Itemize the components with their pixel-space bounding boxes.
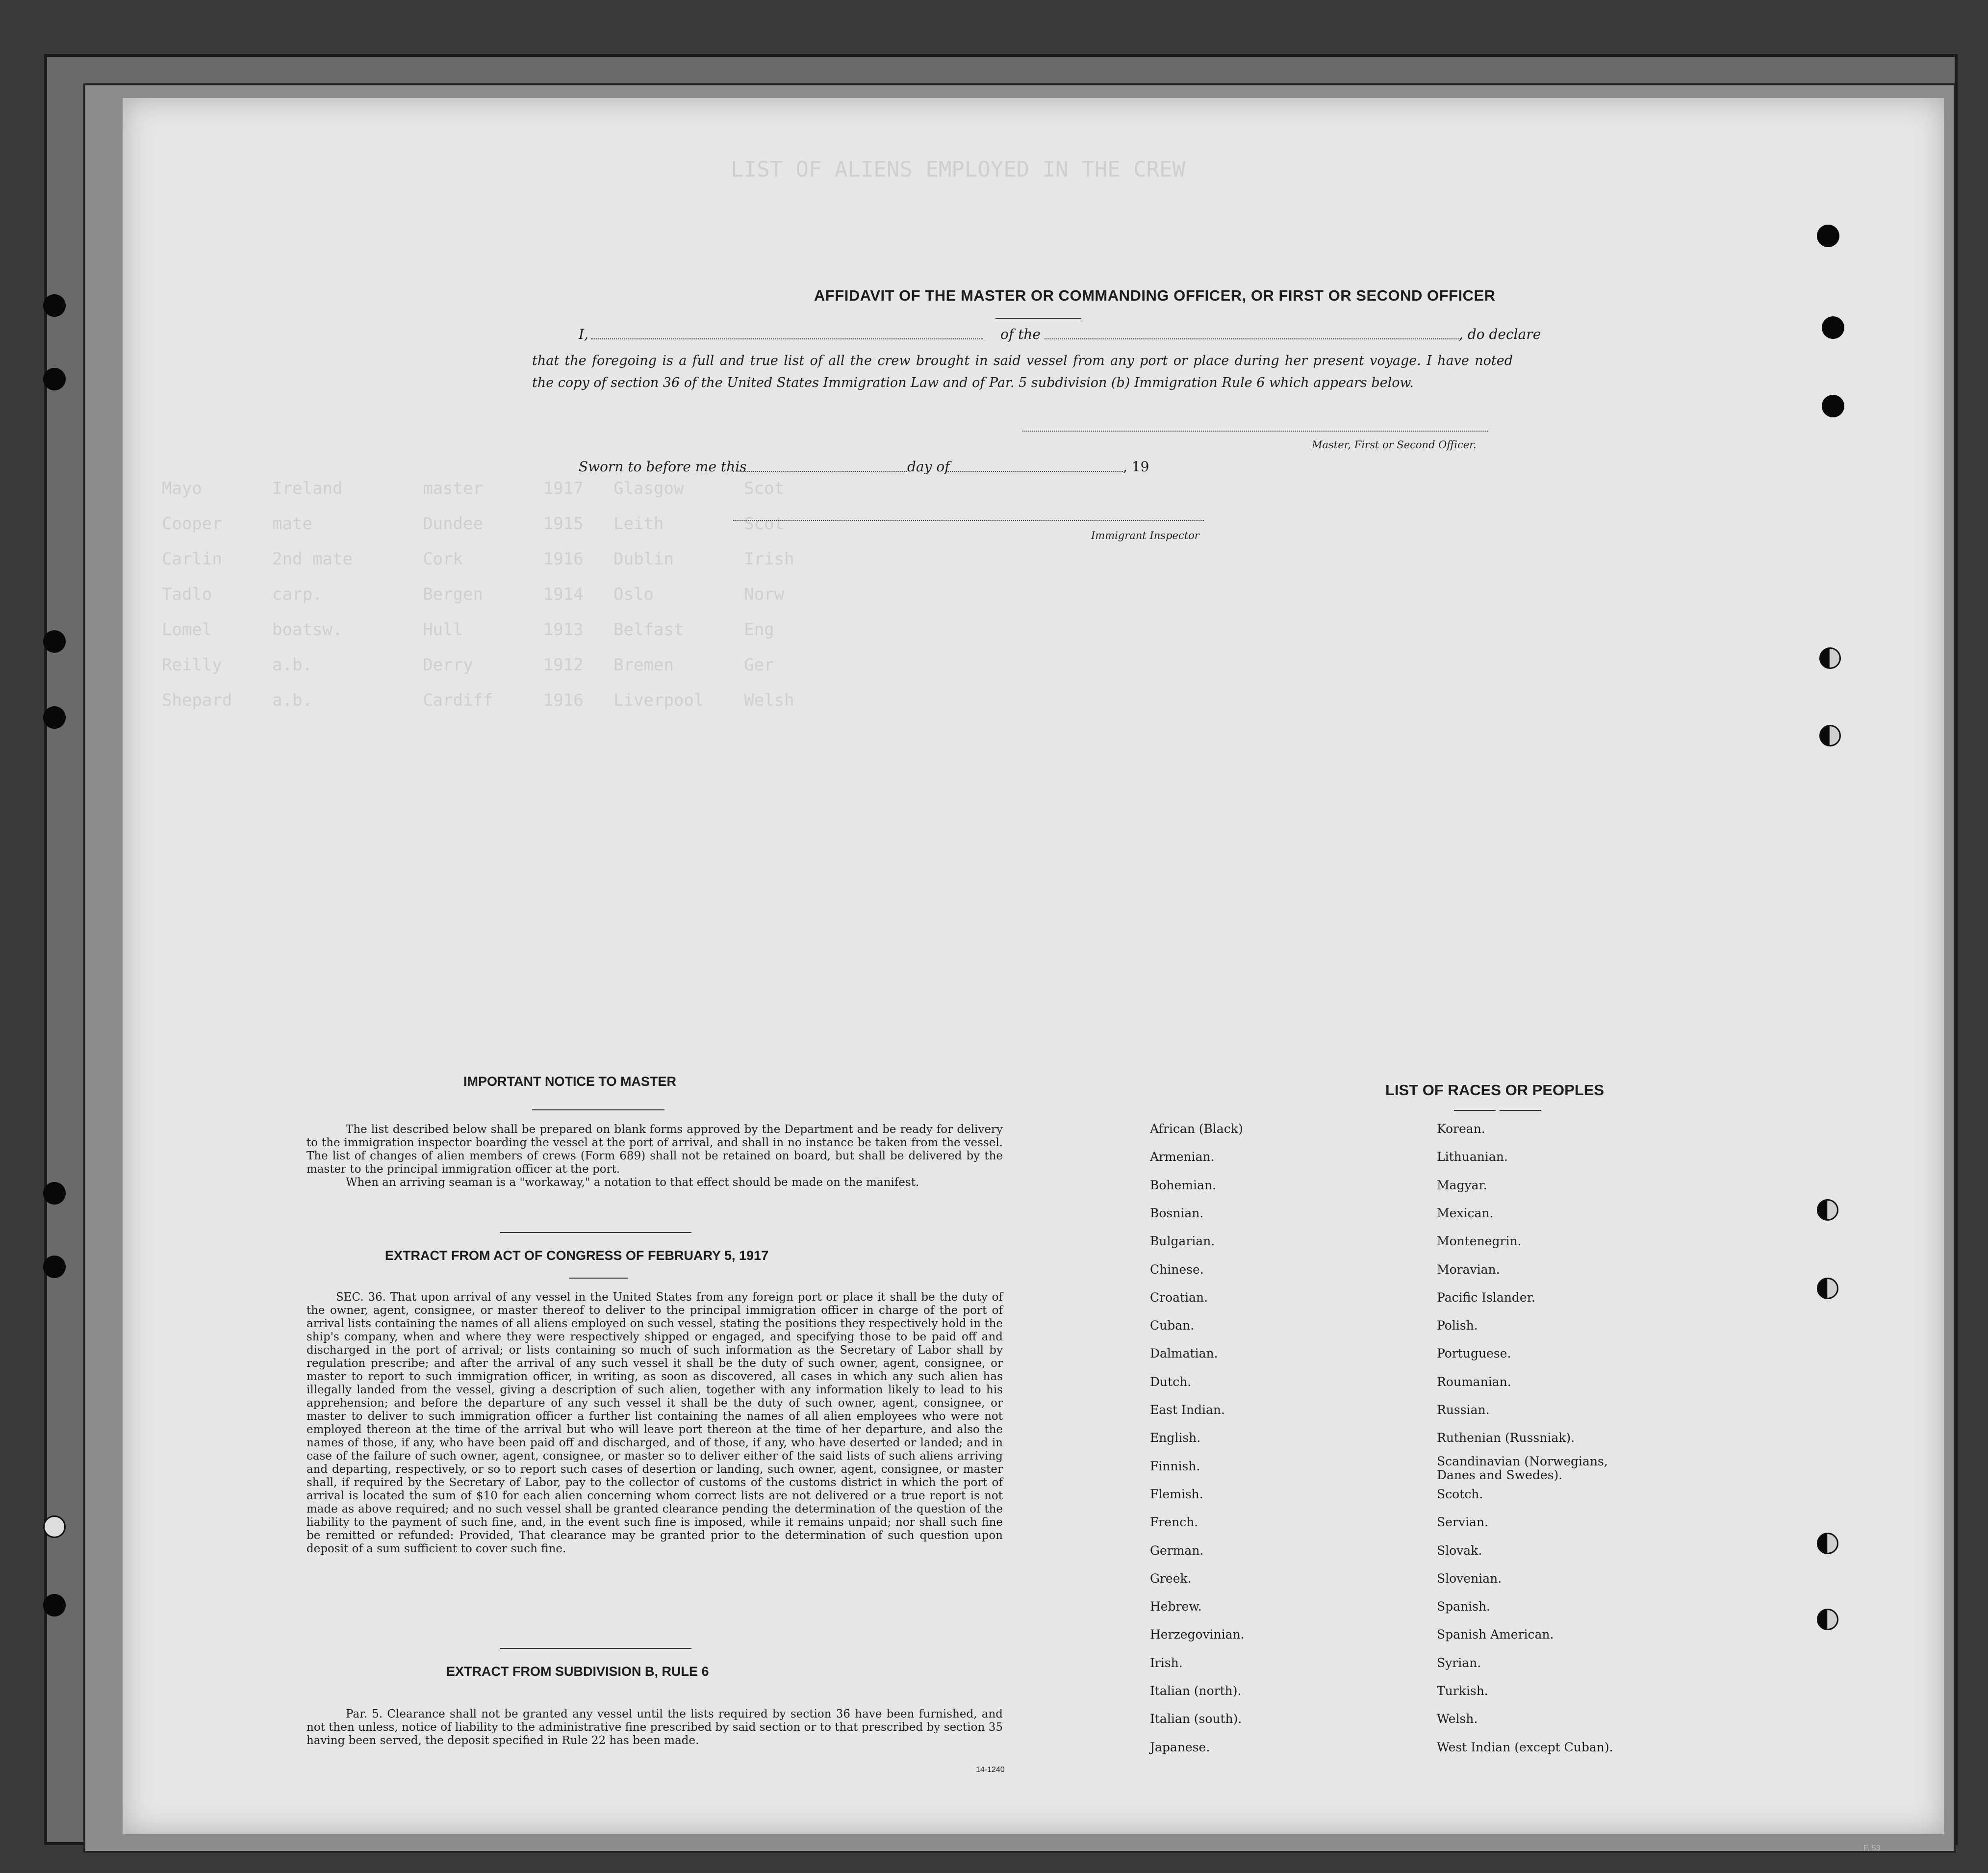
race-item: Montenegrin. — [1437, 1234, 1522, 1248]
sworn-day-field[interactable] — [733, 471, 907, 472]
inspector-signature-field[interactable] — [733, 520, 1204, 521]
race-item: Welsh. — [1437, 1712, 1478, 1726]
corner-mark: F. 53 — [1863, 1844, 1881, 1852]
race-item: Italian (north). — [1150, 1684, 1242, 1698]
race-item: West Indian (except Cuban). — [1437, 1740, 1613, 1754]
punch-hole — [1817, 1533, 1838, 1554]
race-item: Slovenian. — [1437, 1571, 1502, 1586]
bleed-through-header: LIST OF ALIENS EMPLOYED IN THE CREW — [731, 157, 1186, 182]
manifest-page — [123, 98, 1944, 1834]
of-the-label: of the — [1000, 326, 1041, 342]
vessel-field[interactable] — [1045, 338, 1461, 339]
race-item: Syrian. — [1437, 1656, 1481, 1670]
race-item: Lithuanian. — [1437, 1150, 1508, 1164]
race-item: Armenian. — [1150, 1150, 1215, 1164]
affidavit-line-1: that the foregoing is a full and true list of all the crew brought in said vessel from any port or place during her present voyage. I have noted — [532, 353, 1513, 368]
race-item: Irish. — [1150, 1656, 1183, 1670]
race-item: Dalmatian. — [1150, 1346, 1218, 1360]
race-item: Greek. — [1150, 1571, 1192, 1586]
race-item: Bohemian. — [1150, 1178, 1216, 1192]
race-item: Bosnian. — [1150, 1206, 1204, 1220]
i-label: I, — [579, 326, 588, 342]
race-item: Servian. — [1437, 1515, 1488, 1529]
race-item: Dutch. — [1150, 1375, 1192, 1389]
race-item: East Indian. — [1150, 1403, 1225, 1417]
master-signature-caption: Master, First or Second Officer. — [1312, 439, 1477, 451]
year-label: , 19 — [1123, 459, 1149, 475]
punch-hole — [43, 1256, 66, 1278]
race-item: Hebrew. — [1150, 1599, 1202, 1614]
punch-hole — [43, 630, 66, 653]
race-item: Mexican. — [1437, 1206, 1494, 1220]
punch-hole — [43, 706, 66, 729]
race-item: Turkish. — [1437, 1684, 1488, 1698]
race-item: Chinese. — [1150, 1262, 1204, 1277]
notice-title: IMPORTANT NOTICE TO MASTER — [463, 1074, 676, 1089]
race-item: Portuguese. — [1437, 1346, 1511, 1360]
race-item: Italian (south). — [1150, 1712, 1242, 1726]
form-number: 14-1240 — [976, 1766, 1005, 1774]
notice-divider — [532, 1109, 664, 1110]
races-divider-right — [1500, 1110, 1541, 1111]
act-extract-end-divider — [500, 1648, 691, 1649]
race-item: Japanese. — [1150, 1740, 1210, 1754]
affidavit-title: AFFIDAVIT OF THE MASTER OR COMMANDING OFFICER, OR FIRST OR SECOND OFFICER — [814, 287, 1496, 304]
race-item: Croatian. — [1150, 1290, 1208, 1305]
notice-paragraph-1: The list described below shall be prepared on blank forms approved by the Department and be ready for delivery to the immigration inspector boarding the vessel at the port of arrival, and shall in no instance be taken from the vessel. The list of changes of alien members of crews (Form 689) shall not be retained on board, but shall be delivered by the master to the principal immigration officer at the port. — [306, 1123, 1003, 1176]
punch-hole — [1817, 1199, 1838, 1221]
race-item: German. — [1150, 1543, 1204, 1558]
race-item: Cuban. — [1150, 1318, 1195, 1333]
punch-hole — [43, 1594, 66, 1616]
sworn-month-field[interactable] — [946, 471, 1123, 472]
punch-hole — [1822, 316, 1844, 339]
race-item: Bulgarian. — [1150, 1234, 1215, 1248]
race-item: Scandinavian (Norwegians, Danes and Swedes). — [1437, 1454, 1608, 1482]
notice-paragraph-2: When an arriving seaman is a "workaway," a notation to that effect should be made on the manifest. — [346, 1176, 919, 1189]
race-item: Roumanian. — [1437, 1375, 1511, 1389]
notice-end-divider — [500, 1232, 691, 1233]
race-item: Magyar. — [1437, 1178, 1487, 1192]
race-item: Moravian. — [1437, 1262, 1500, 1277]
race-item: Polish. — [1437, 1318, 1478, 1333]
act-extract-title: EXTRACT FROM ACT OF CONGRESS OF FEBRUARY 5, 1917 — [385, 1248, 769, 1263]
punch-hole — [1817, 225, 1839, 247]
punch-hole — [1819, 647, 1841, 669]
sworn-label: Sworn to before me this — [579, 459, 747, 475]
punch-hole — [43, 368, 66, 390]
race-item: Herzegovinian. — [1150, 1627, 1245, 1642]
bleed-through-rows: Mayo Ireland master 1917 Glasgow Scot Cooper mate Dundee 1915 Leith Scot Carlin 2nd mate Cork 1916 Dublin Irish Tadlo carp. Bergen 1914 Oslo Norw Lomel boatsw. Hull 1913 Belfast Eng Reilly a.b. Derry 1912 Bremen Ger Shepard a.b. Cardiff 1916 Liverpool Welsh — [162, 479, 794, 710]
race-item: English. — [1150, 1431, 1201, 1445]
punch-hole — [1819, 725, 1841, 746]
race-item: Russian. — [1437, 1403, 1490, 1417]
affidavit-line-2: the copy of section 36 of the United States Immigration Law and of Par. 5 subdivision (b) Immigration Rule 6 which appears below. — [532, 375, 1414, 390]
rule-extract-text: Par. 5. Clearance shall not be granted any vessel until the lists required by section 36 have been furnished, and not then unless, notice of liability to the administrative fine prescribed by said section or to that prescribed by section 35 having been served, the deposit specified in Rule 22 has been made. — [306, 1708, 1003, 1747]
races-divider-left — [1454, 1110, 1496, 1111]
race-item: African (Black) — [1150, 1122, 1243, 1136]
race-item: Spanish American. — [1437, 1627, 1554, 1642]
declare-label: , do declare — [1459, 326, 1541, 342]
race-item: Korean. — [1437, 1122, 1485, 1136]
race-item: Scotch. — [1437, 1487, 1483, 1501]
race-item: Flemish. — [1150, 1487, 1203, 1501]
act-extract-divider — [569, 1278, 628, 1279]
race-item: Spanish. — [1437, 1599, 1491, 1614]
race-item: Finnish. — [1150, 1459, 1200, 1473]
title-divider — [995, 318, 1081, 319]
race-item: French. — [1150, 1515, 1198, 1529]
master-signature-field[interactable] — [1022, 431, 1488, 432]
race-item: Pacific Islander. — [1437, 1290, 1535, 1305]
rule-extract-title: EXTRACT FROM SUBDIVISION B, RULE 6 — [446, 1664, 709, 1679]
punch-hole — [43, 1182, 66, 1205]
act-extract-text: SEC. 36. That upon arrival of any vessel in the United States from any foreign port or place it shall be the duty of the owner, agent, consignee, or master thereof to deliver to the principal immigration officer in charge of the port of arrival lists containing the names of all aliens employed on such vessel, stating the positions they respectively hold in the ship's company, when and where they were respectively shipped or engaged, and specifying those to be paid off and discharged in the port of arrival; or lists containing so much of such information as the Secretary of Labor shall by regulation prescribe; and after the arrival of any such vessel it shall be the duty of such owner, agent, consignee, or master to report to such immigration officer, in writing, as soon as discovered, all cases in which any such alien has illegally landed from the vessel, giving a description of such alien, together with any information likely to lead to his apprehension; and before the departure of any such vessel it shall be the duty of such owner, agent, consignee, or master to deliver to such immigration officer a further list containing the names of all alien employees who were not employed thereon at the time of the arrival but who will leave port thereon at the time of her departure, and also the names of those, if any, who have been paid off and discharged, and of those, if any, who have deserted or landed; and in case of the failure of such owner, agent, consignee, or master so to deliver either of the said lists of such aliens arriving and departing, respectively, or so to report such cases of desertion or landing, such owner, agent, consignee, or master shall, if required by the Secretary of Labor, pay to the collector of customs of the customs district in which the port of arrival is located the sum of $10 for each alien concerning whom correct lists are not delivered or a true report is not made as above required; and no such vessel shall be granted clearance pending the determination of the question of the liability to the payment of such fine, and, in the event such fine is imposed, while it remains unpaid; nor shall such fine be remitted or refunded: Provided, That clearance may be granted prior to the determination of such question upon deposit of a sum sufficient to cover such fine. — [306, 1291, 1003, 1555]
punch-hole — [43, 1515, 66, 1538]
day-of-label: day of — [907, 459, 950, 475]
punch-hole — [43, 294, 66, 317]
race-item: Slovak. — [1437, 1543, 1482, 1558]
punch-hole — [1817, 1278, 1838, 1299]
inspector-caption: Immigrant Inspector — [1091, 530, 1199, 541]
punch-hole — [1822, 395, 1844, 417]
race-item: Ruthenian (Russniak). — [1437, 1431, 1575, 1445]
races-title: LIST OF RACES OR PEOPLES — [1385, 1081, 1605, 1099]
punch-hole — [1817, 1609, 1838, 1630]
name-field[interactable] — [591, 338, 983, 339]
